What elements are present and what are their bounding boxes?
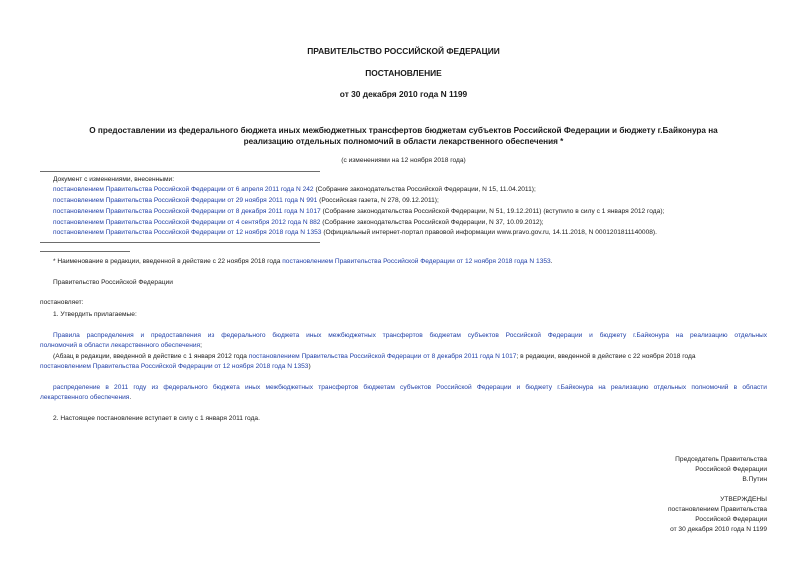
edit-note-line-1 bbox=[53, 352, 696, 362]
paragraph-1: 1. Утвердить прилагаемые: bbox=[53, 311, 137, 318]
amendment-source: (Собрание законодательства Российской Федерации, N 37, 10.09.2012); bbox=[320, 219, 544, 226]
approved-by: постановлением Правительства bbox=[667, 506, 767, 513]
approved-block bbox=[668, 495, 767, 535]
edit-note-mid: ; в редакции, введенной в действие с 22 ноября 2018 года bbox=[516, 353, 696, 360]
edit-note-end: ) bbox=[308, 363, 311, 370]
distribution-link[interactable]: лекарственного обеспечения bbox=[40, 394, 130, 401]
edit-note-text: (Абзац в редакции, введенной в действие с 1 января 2012 года bbox=[53, 353, 249, 360]
distribution-end: . bbox=[129, 394, 132, 401]
footnote-end: . bbox=[550, 258, 553, 265]
changes-list-item bbox=[53, 185, 536, 195]
amendment-source: (Собрание законодательства Российской Федерации, N 15, 11.04.2011); bbox=[313, 186, 536, 193]
paragraph-2: 2. Настоящее постановление вступает в силу с 1 января 2011 года. bbox=[53, 415, 260, 422]
amendment-source: (Собрание законодательства Российской Федерации, N 51, 19.12.2011) (вступило в силу с 1 января 2012 года); bbox=[320, 208, 665, 215]
footnote bbox=[53, 257, 553, 267]
amendment-link[interactable]: постановлением Правительства Российской Федерации от 4 сентября 2012 года N 882 bbox=[53, 219, 321, 226]
changes-list-item bbox=[53, 218, 544, 228]
document-title-line-2: реализацию отдельных полномочий в области лекарственного обеспечения * bbox=[243, 137, 564, 146]
government-heading: ПРАВИТЕЛЬСТВО РОССИЙСКОЙ ФЕДЕРАЦИИ bbox=[307, 46, 500, 56]
amendment-source: (Российская газета, N 278, 09.12.2011); bbox=[317, 197, 439, 204]
footnote-text: * Наименование в редакции, введенной в действие с 22 ноября 2018 года bbox=[53, 258, 283, 265]
document-title-line-1: О предоставлении из федерального бюджета иных межбюджетных трансфертов бюджетам субъектов Российской Федерации и бюджету г.Байконура на bbox=[89, 126, 718, 135]
amendment-source: (Официальный интернет-портал правовой информации www.pravo.gov.ru, 14.11.2018, N 0001201811140008). bbox=[321, 229, 657, 236]
government-subject: Правительство Российской Федерации bbox=[53, 279, 173, 286]
amendment-link[interactable]: постановлением Правительства Российской Федерации от 8 декабря 2011 года N 1017 bbox=[53, 208, 321, 215]
changes-list-item bbox=[53, 196, 439, 206]
amended-note: (с изменениями на 12 ноября 2018 года) bbox=[341, 157, 466, 164]
approved-date: от 30 декабря 2010 года N 1199 bbox=[670, 526, 767, 533]
changes-intro: Документ с изменениями, внесенными: bbox=[53, 176, 175, 183]
distribution-link-line-2 bbox=[40, 393, 131, 403]
document-type-heading: ПОСТАНОВЛЕНИЕ bbox=[365, 68, 442, 78]
divider-top bbox=[40, 171, 320, 172]
document-date-number: от 30 декабря 2010 года N 1199 bbox=[339, 89, 468, 99]
footnote-link[interactable]: постановлением Правительства Российской Федерации от 12 ноября 2018 года N 1353 bbox=[282, 258, 551, 265]
amendment-link[interactable]: постановлением Правительства Российской Федерации от 6 апреля 2011 года N 242 bbox=[53, 186, 314, 193]
amendment-link[interactable]: постановлением Правительства Российской Федерации от 29 ноября 2011 года N 991 bbox=[53, 197, 318, 204]
signature-name: В.Путин bbox=[742, 476, 767, 483]
amendment-link[interactable]: постановлением Правительства Российской Федерации от 12 ноября 2018 года N 1353 bbox=[53, 229, 322, 236]
divider-bottom bbox=[40, 242, 320, 243]
rules-link[interactable]: полномочий в области лекарственного обеспечения bbox=[40, 342, 201, 349]
signature-block bbox=[675, 455, 767, 485]
rules-link-line-2 bbox=[40, 341, 202, 351]
changes-list-item bbox=[53, 207, 664, 217]
approved-heading: УТВЕРЖДЕНЫ bbox=[720, 496, 767, 503]
rules-link-line-1[interactable]: Правила распределения и предоставления из федерального бюджета иных межбюджетных трансфертов бюджетам субъектов Российской Федерации и бюджету г.Байконура на реализацию отдельных bbox=[53, 332, 767, 339]
changes-list-item bbox=[53, 228, 657, 238]
approved-org: Российской Федерации bbox=[695, 516, 767, 523]
signature-title: Председатель Правительства bbox=[675, 456, 767, 463]
distribution-link-line-1[interactable]: распределение в 2011 году из федерального бюджета иных межбюджетных трансфертов бюджетам субъектов Российской Федерации и бюджету г.Байконура на реализацию отдельных полномочий в области bbox=[53, 384, 767, 391]
edit-note-link-2[interactable]: постановлением Правительства Российской Федерации от 12 ноября 2018 года N 1353 bbox=[40, 363, 309, 370]
rules-end: ; bbox=[200, 342, 202, 349]
resolves-text: постановляет: bbox=[40, 299, 84, 306]
signature-org: Российской Федерации bbox=[695, 466, 767, 473]
footnote-divider bbox=[40, 251, 130, 252]
edit-note-link-1[interactable]: постановлением Правительства Российской Федерации от 8 декабря 2011 года N 1017 bbox=[248, 353, 517, 360]
edit-note-line-2 bbox=[40, 362, 311, 372]
